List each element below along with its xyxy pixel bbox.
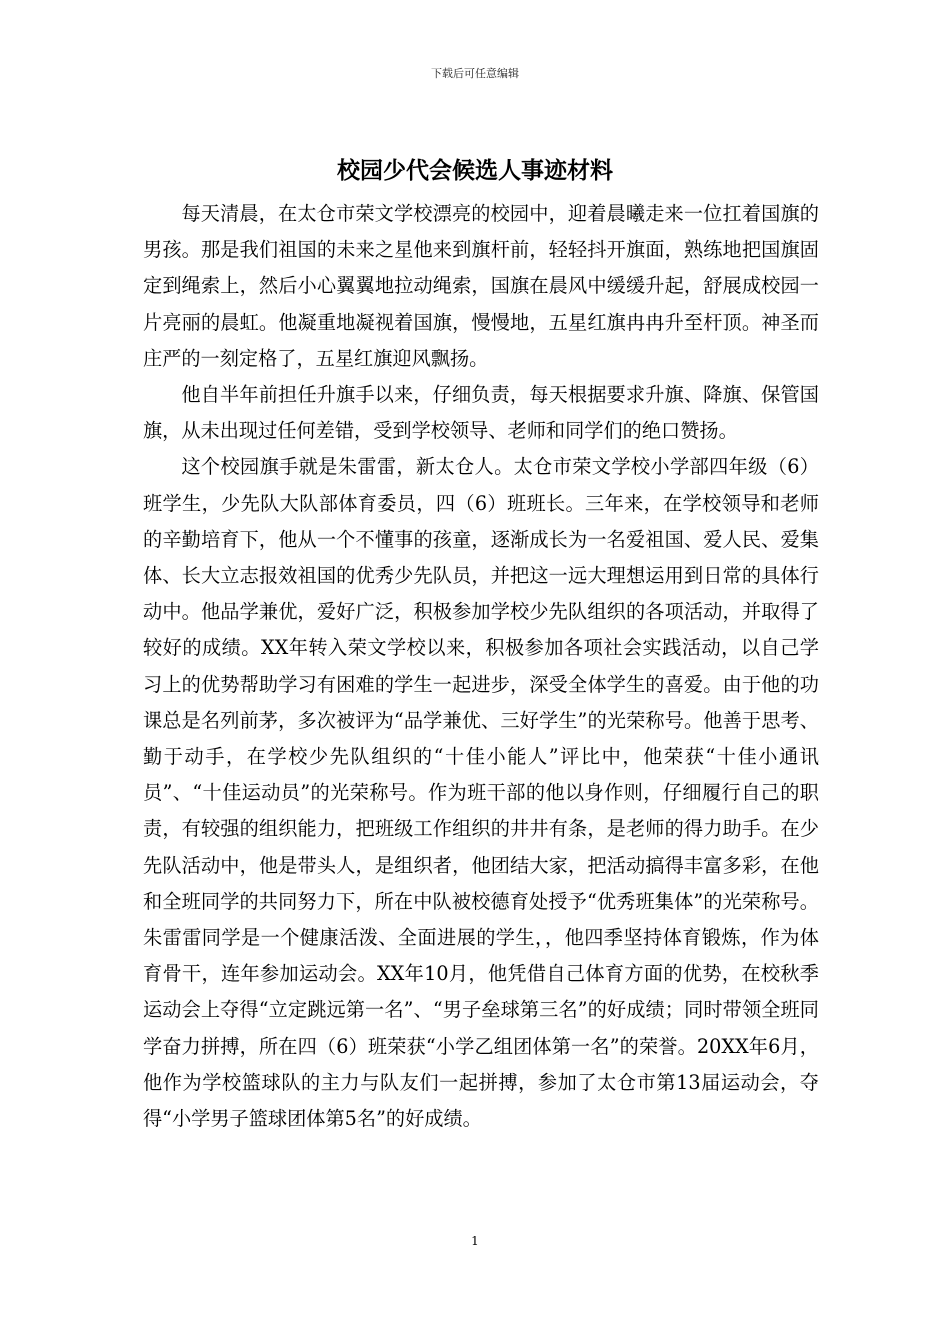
- paragraph-1: 每天清晨，在太仓市荣文学校漂亮的校园中，迎着晨曦走来一位扛着国旗的男孩。那是我们祖国的未来之星他来到旗杆前，轻轻抖开旗面，熟练地把国旗固定到绳索上，然后小心翼翼地拉动绳索，国旗在晨风中缓缓升起，舒展成校园一片亮丽的晨虹。他凝重地凝视着国旗，慢慢地，五星红旗冉冉升至杆顶。神圣而庄严的一刻定格了，五星红旗迎风飘扬。: [143, 202, 819, 370]
- page-header-note: 下载后可任意编辑: [431, 67, 519, 80]
- document-title: 校园少代会候选人事迹材料: [337, 158, 613, 184]
- paragraph-3: 这个校园旗手就是朱雷雷，新太仓人。太仓市荣文学校小学部四年级（6）班学生，少先队大队部体育委员，四（6）班班长。三年来，在学校领导和老师的辛勤培育下，他从一个不懂事的孩童，逐渐成长为一名爱祖国、爱人民、爱集体、长大立志报效祖国的优秀少先队员，并把这一远大理想运用到日常的具体行动中。他品学兼优，爱好广泛，积极参加学校少先队组织的各项活动，并取得了较好的成绩。XX年转入荣文学校以来，积极参加各项社会实践活动，以自己学习上的优势帮助学习有困难的学生一起进步，深受全体学生的喜爱。由于他的功课总是名列前茅，多次被评为“品学兼优、三好学生”的光荣称号。他善于思考、勤于动手，在学校少先队组织的“十佳小能人”评比中，他荣获“十佳小通讯员”、“十佳运动员”的光荣称号。作为班干部的他以身作则，仔细履行自己的职责，有较强的组织能力，把班级工作组织的井井有条，是老师的得力助手。在少先队活动中，他是带头人，是组织者，他团结大家，把活动搞得丰富多彩，在他和全班同学的共同努力下，所在中队被校德育处授予“优秀班集体”的光荣称号。朱雷雷同学是一个健康活泼、全面进展的学生，，他四季坚持体育锻炼，作为体育骨干，连年参加运动会。XX年10月，他凭借自己体育方面的优势，在校秋季运动会上夺得“立定跳远第一名”、“男子垒球第三名”的好成绩；同时带领全班同学奋力拼搏，所在四（6）班荣获“小学乙组团体第一名”的荣誉。20XX年6月，他作为学校篮球队的主力与队友们一起拼搏，参加了太仓市第13届运动会，夺得“小学男子篮球团体第5名”的好成绩。: [143, 455, 819, 1131]
- page-number: 1: [471, 1234, 479, 1248]
- document-body: [143, 196, 819, 1137]
- paragraph-2: 他自半年前担任升旗手以来，仔细负责，每天根据要求升旗、降旗、保管国旗，从未出现过任何差错，受到学校领导、老师和同学们的绝口赞扬。: [143, 383, 819, 443]
